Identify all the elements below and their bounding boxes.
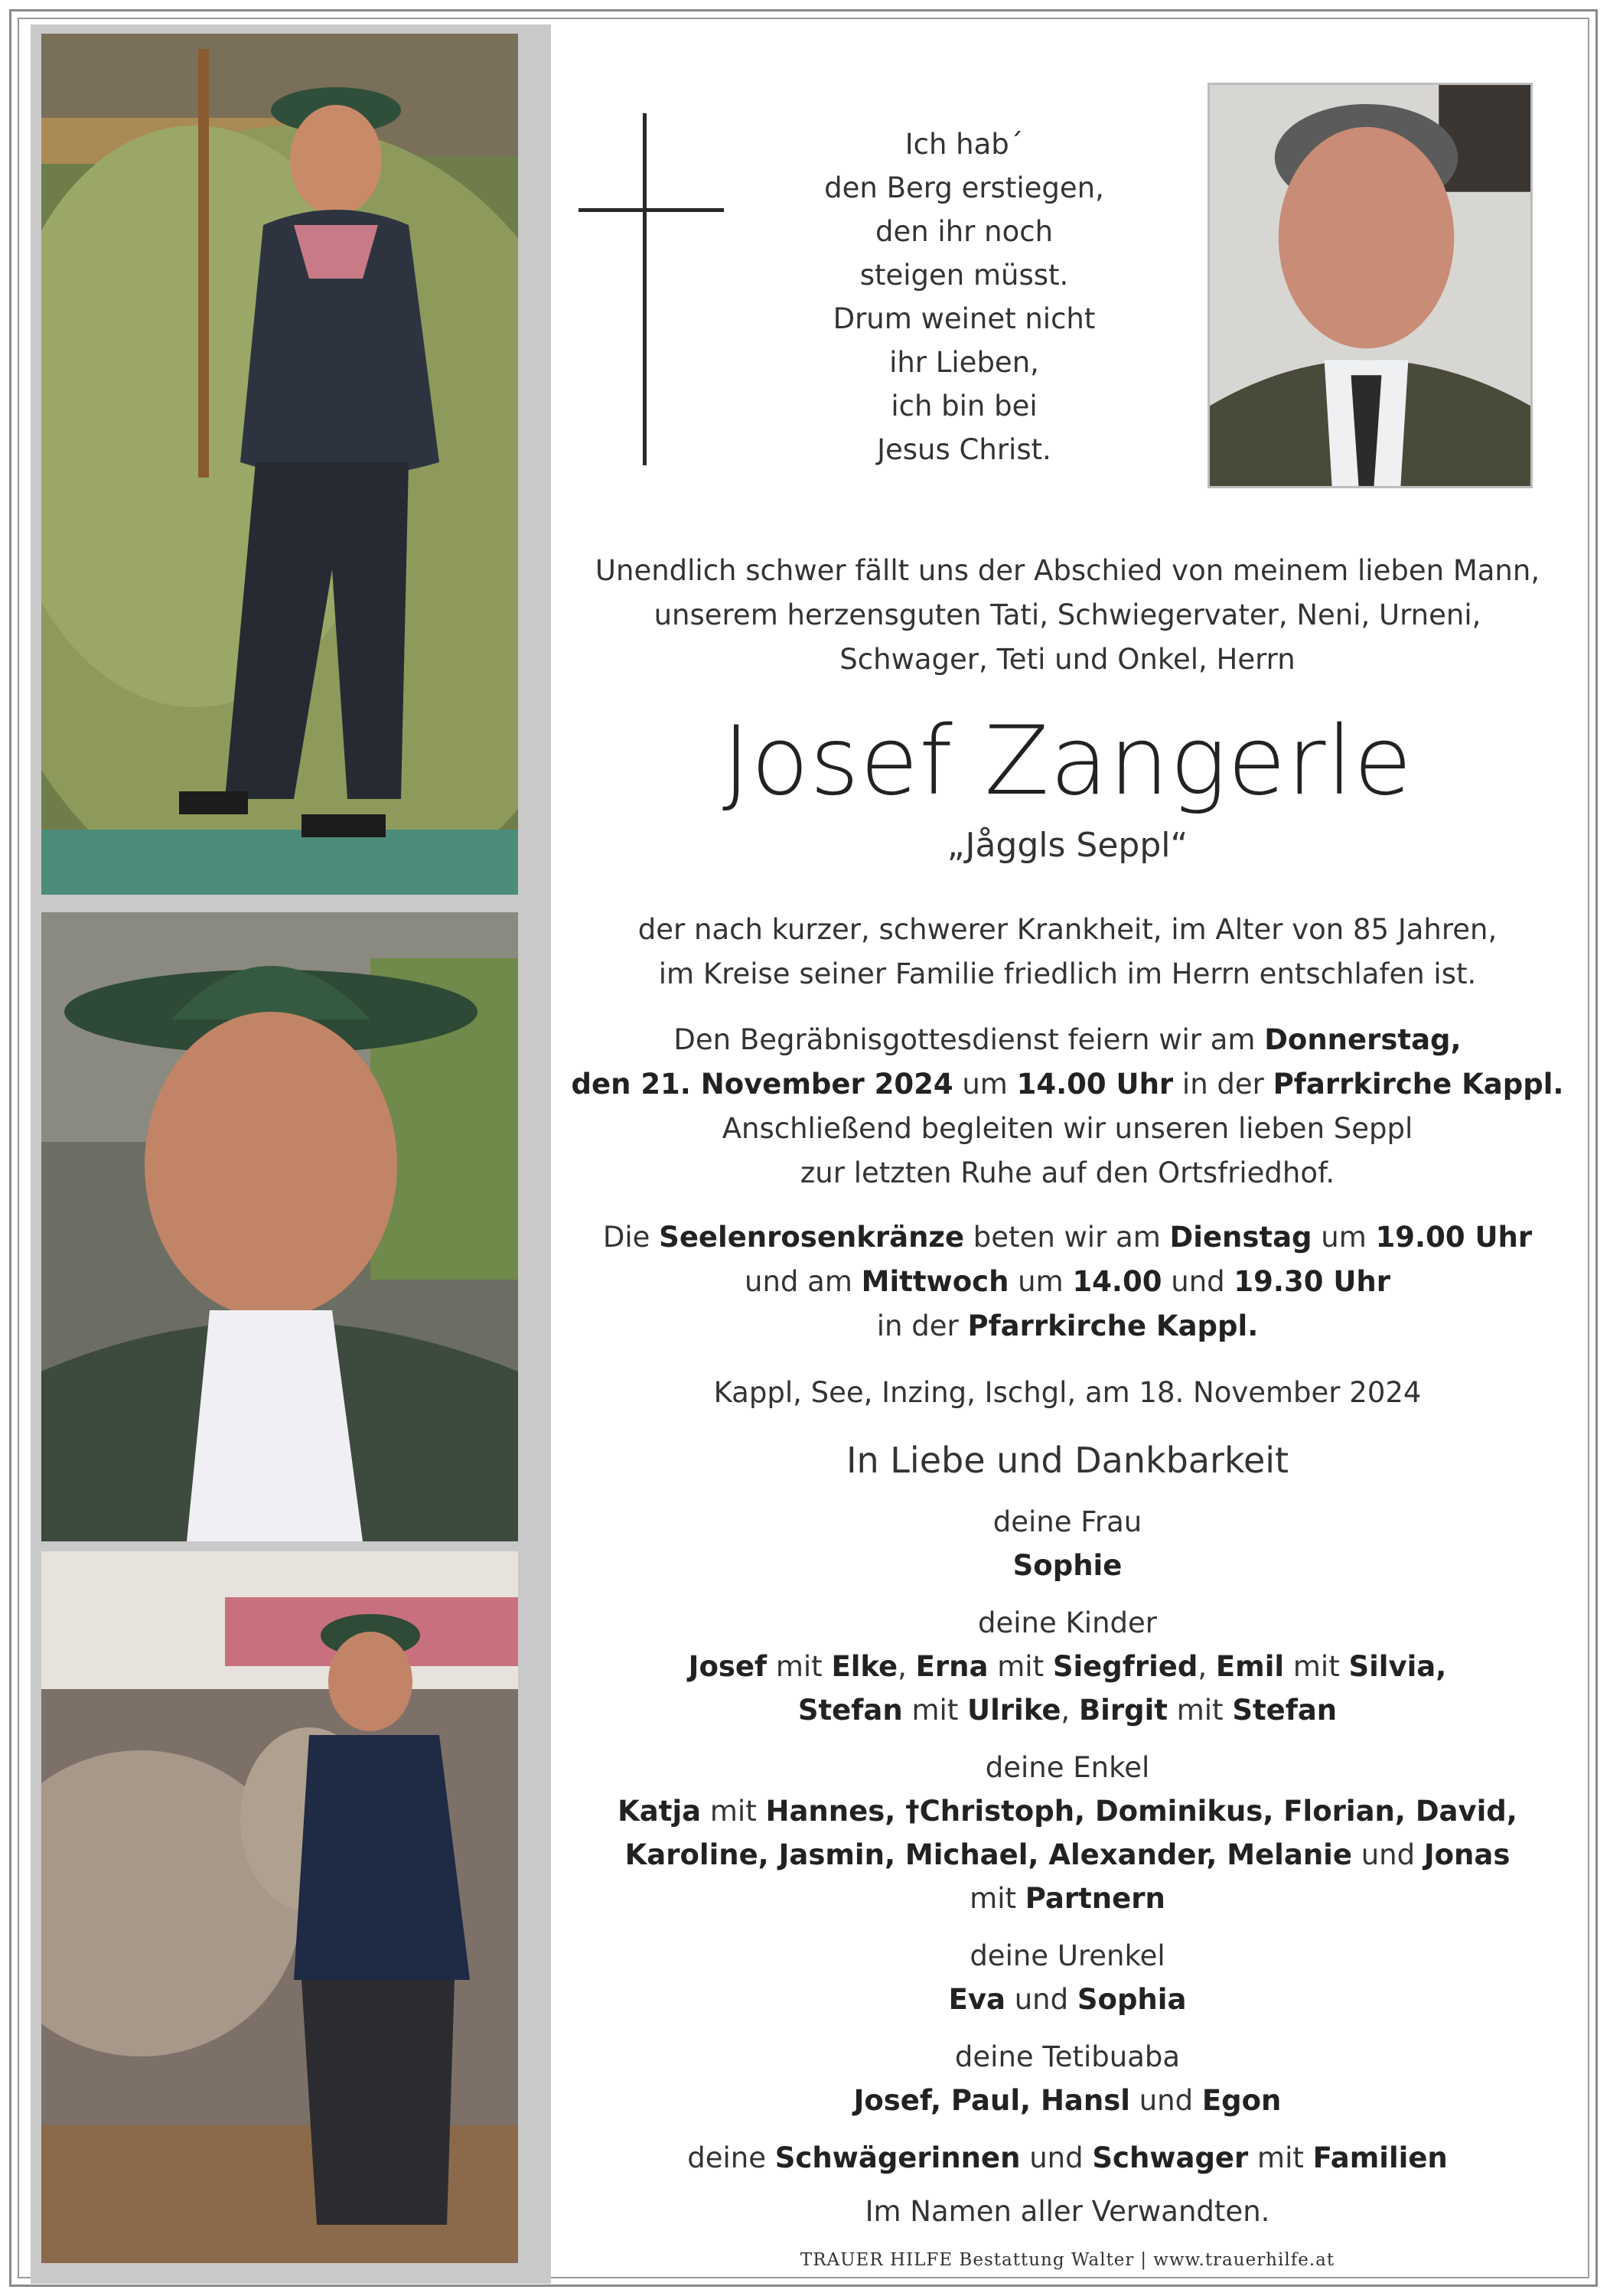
- in-laws-line: [566, 2136, 1569, 2180]
- service-church: Pfarrkirche Kappl.: [1273, 1068, 1564, 1101]
- name: Partnern: [1025, 1882, 1165, 1915]
- text: Die: [602, 1221, 660, 1254]
- children-line: [566, 1645, 1569, 1688]
- name: Stefan: [1232, 1694, 1338, 1727]
- text: mit: [902, 1694, 968, 1727]
- name: Sophie: [1012, 1549, 1123, 1582]
- mourners-list: [566, 1500, 1569, 2180]
- text: und: [1162, 1265, 1234, 1298]
- intro-text: [566, 549, 1569, 682]
- service-line: [566, 1062, 1569, 1107]
- rosary-time: 14.00: [1072, 1265, 1162, 1298]
- name: Jonas: [1423, 1838, 1511, 1871]
- service-day: Donnerstag,: [1264, 1023, 1462, 1056]
- poem-line: ihr Lieben,: [889, 346, 1039, 379]
- rosary-time: 19.00 Uhr: [1375, 1221, 1533, 1254]
- footer-url: www.trauerhilfe.at: [1153, 2250, 1335, 2270]
- text: und am: [745, 1265, 862, 1298]
- rosary-day: Dienstag: [1169, 1221, 1312, 1254]
- intro-line: Schwager, Teti und Onkel, Herrn: [839, 643, 1295, 676]
- text: und: [1020, 2141, 1093, 2174]
- portrait-photo: [1208, 83, 1533, 488]
- name: Josef: [688, 1650, 768, 1683]
- rosary-church: Pfarrkirche Kappl.: [967, 1309, 1259, 1342]
- intro-line: unserem herzensguten Tati, Schwiegervater, Neni, Urneni,: [653, 598, 1481, 631]
- name: Katja: [618, 1795, 702, 1828]
- photo-with-cow: [41, 1551, 518, 2263]
- service-line: Anschließend begleiten wir unseren lieben Seppl: [722, 1112, 1413, 1145]
- rosary-time: 19.30 Uhr: [1234, 1265, 1390, 1298]
- photo-column: [31, 24, 551, 2284]
- death-notice: [566, 908, 1569, 996]
- grandchildren-label: deine Enkel: [985, 1751, 1150, 1784]
- poem-line: ich bin bei: [891, 390, 1038, 422]
- funeral-service: [566, 1018, 1569, 1195]
- place-date: Kappl, See, Inzing, Ischgl, am 18. November 2024: [713, 1376, 1422, 1409]
- name: Schwägerinnen: [774, 2141, 1021, 2174]
- name: Karoline, Jasmin, Michael, Alexander, Melanie: [624, 1838, 1352, 1871]
- text: ,: [1061, 1694, 1079, 1727]
- text: in der: [876, 1309, 968, 1342]
- name: Elke: [831, 1650, 898, 1683]
- text: mit: [988, 1650, 1053, 1683]
- photo-hay-field: [41, 34, 518, 895]
- text: mit: [1284, 1650, 1349, 1683]
- cross-symbol: [578, 113, 724, 465]
- text: mit: [1248, 2141, 1313, 2174]
- name: Sophia: [1077, 1983, 1187, 2016]
- grandchildren-line: [566, 1833, 1569, 1877]
- name: Birgit: [1078, 1694, 1168, 1727]
- service-line: [566, 1018, 1569, 1062]
- deceased-nickname: „Jåggls Seppl“: [947, 826, 1188, 865]
- name: Familien: [1312, 2141, 1448, 2174]
- footer-separator: |: [1140, 2250, 1148, 2270]
- text: in der: [1173, 1068, 1273, 1101]
- text: mit: [1167, 1694, 1233, 1727]
- text: Den Begräbnisgottesdienst feiern wir am: [673, 1023, 1265, 1056]
- text: mit: [767, 1650, 832, 1683]
- grandchildren-line: [566, 1789, 1569, 1833]
- footer: [566, 2250, 1569, 2270]
- closing-line: Im Namen aller Verwandten.: [865, 2195, 1270, 2228]
- love-line: In Liebe und Dankbarkeit: [846, 1440, 1289, 1481]
- children-line: [566, 1688, 1569, 1732]
- text: und: [1129, 2084, 1202, 2117]
- poem-line: den Berg erstiegen,: [824, 171, 1104, 204]
- name: Emil: [1215, 1650, 1285, 1683]
- service-time: 14.00 Uhr: [1016, 1068, 1174, 1101]
- death-notice-line: der nach kurzer, schwerer Krankheit, im Alter von 85 Jahren,: [637, 913, 1498, 946]
- name: Egon: [1201, 2084, 1282, 2117]
- service-date: den 21. November 2024: [571, 1068, 953, 1101]
- wife-label: deine Frau: [992, 1505, 1142, 1538]
- poem-line: Drum weinet nicht: [833, 302, 1096, 335]
- godchildren-line: [566, 2079, 1569, 2122]
- wife-name: [566, 1544, 1569, 1587]
- rosary-label: Seelenrosenkränze: [659, 1221, 965, 1254]
- rosary-line: [566, 1260, 1569, 1304]
- name: Ulrike: [967, 1694, 1061, 1727]
- name: Eva: [948, 1983, 1005, 2016]
- rosary-day: Mittwoch: [861, 1265, 1009, 1298]
- text: um: [1009, 1265, 1073, 1298]
- poem-line: Ich hab´: [904, 128, 1024, 161]
- footer-brand: TRAUER HILFE Bestattung Walter: [800, 2250, 1135, 2270]
- text: um: [953, 1068, 1017, 1101]
- name: Silvia,: [1348, 1650, 1447, 1683]
- name: Siegfried: [1052, 1650, 1198, 1683]
- great-grandchildren-label: deine Urenkel: [970, 1939, 1165, 1972]
- text: um: [1312, 1221, 1376, 1254]
- rosary-line: [566, 1304, 1569, 1349]
- poem: [765, 122, 1163, 471]
- name: Schwager: [1092, 2141, 1249, 2174]
- godchildren-label: deine Tetibuaba: [954, 2040, 1181, 2073]
- text: beten wir am: [964, 1221, 1170, 1254]
- name: Josef, Paul, Hansl: [853, 2084, 1130, 2117]
- deceased-name: Josef Zangerle: [722, 706, 1413, 817]
- photo-portrait-hat: [41, 912, 518, 1541]
- name: Erna: [915, 1650, 989, 1683]
- service-line: zur letzten Ruhe auf den Ortsfriedhof.: [800, 1156, 1335, 1189]
- text: ,: [1198, 1650, 1216, 1683]
- children-label: deine Kinder: [978, 1606, 1157, 1639]
- rosary-prayers: [566, 1215, 1569, 1349]
- grandchildren-line: [566, 1877, 1569, 1920]
- text: und: [1351, 1838, 1424, 1871]
- poem-line: Jesus Christ.: [877, 433, 1051, 466]
- rosary-line: [566, 1215, 1569, 1260]
- name: Hannes, †Christoph, Dominikus, Florian, David,: [765, 1795, 1517, 1828]
- name: Stefan: [797, 1694, 903, 1727]
- great-grandchildren-line: [566, 1978, 1569, 2021]
- text: mit: [970, 1882, 1025, 1915]
- text: mit: [701, 1795, 766, 1828]
- text: ,: [898, 1650, 916, 1683]
- text: und: [1005, 1983, 1077, 2016]
- text: deine: [687, 2141, 775, 2174]
- intro-line: Unendlich schwer fällt uns der Abschied von meinem lieben Mann,: [595, 554, 1540, 587]
- poem-line: steigen müsst.: [859, 259, 1069, 292]
- poem-line: den ihr noch: [875, 215, 1054, 248]
- death-notice-line: im Kreise seiner Familie friedlich im Herrn entschlafen ist.: [658, 957, 1477, 990]
